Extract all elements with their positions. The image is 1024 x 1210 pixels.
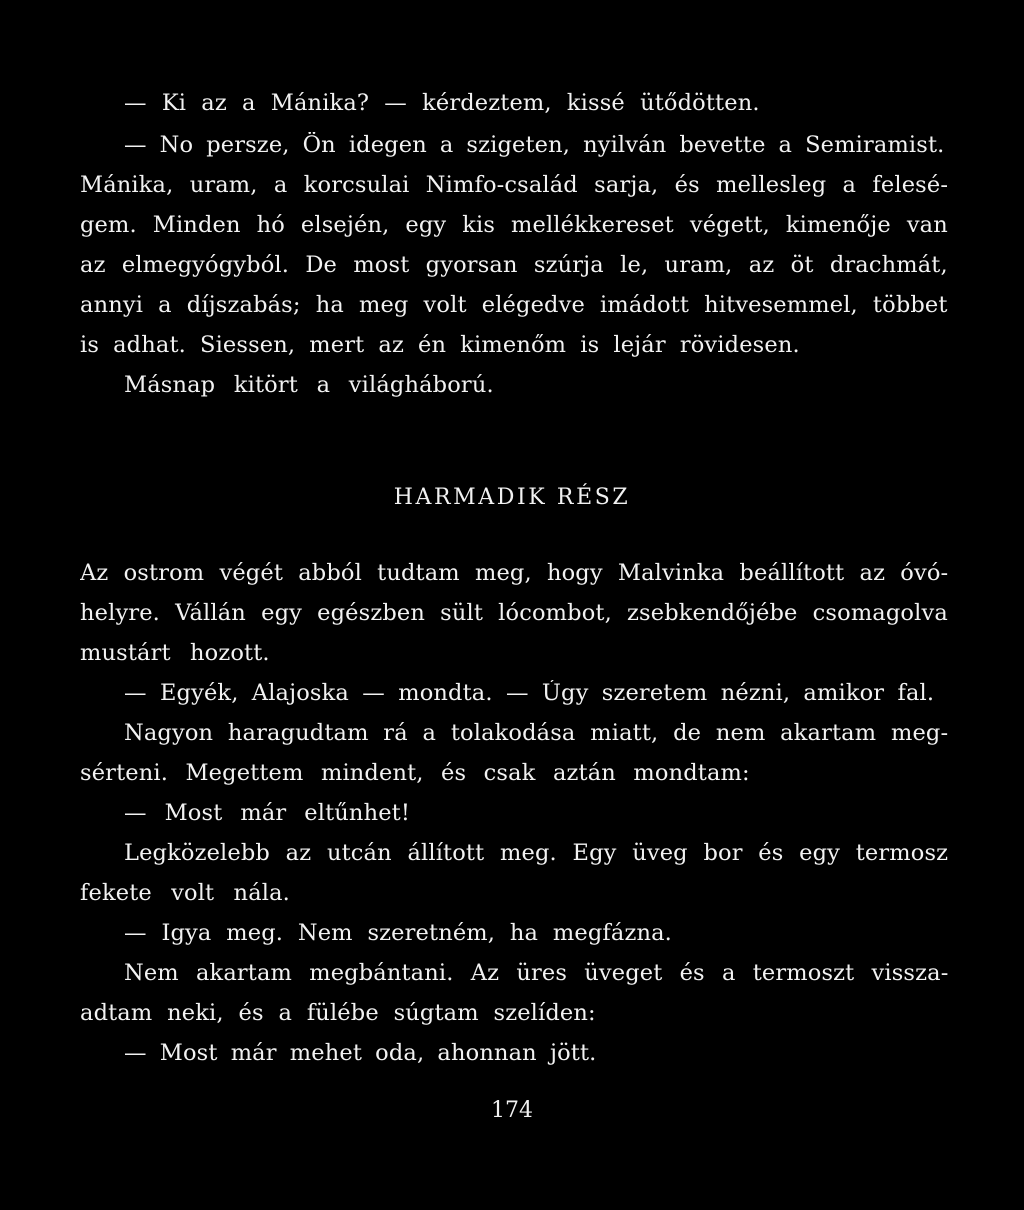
text-line: helyre. Vállán egy egészben sült lócombot, zsebkendőjébe csomagolva <box>80 600 948 626</box>
text-line: Másnap kitört a világháború. <box>124 372 494 398</box>
text-line: — Most már eltűnhet! <box>124 800 410 826</box>
text-line: — Egyék, Alajoska — mondta. — Úgy szeretem nézni, amikor fal. <box>124 680 934 706</box>
text-line: — Ki az a Mánika? — kérdeztem, kissé ütődötten. <box>124 90 760 116</box>
text-line: adtam neki, és a fülébe súgtam szelíden: <box>80 1000 596 1026</box>
text-line: is adhat. Siessen, mert az én kimenőm is lejár rövidesen. <box>80 332 800 358</box>
page-number: 174 <box>491 1098 533 1123</box>
text-line: mustárt hozott. <box>80 640 270 666</box>
section-heading: HARMADIK RÉSZ <box>393 485 631 510</box>
text-line: Nem akartam megbántani. Az üres üveget és a termoszt vissza- <box>124 960 948 986</box>
text-line: — Most már mehet oda, ahonnan jött. <box>124 1040 596 1066</box>
text-line: annyi a díjszabás; ha meg volt elégedve imádott hitvesemmel, többet <box>80 292 948 318</box>
text-line: sérteni. Megettem mindent, és csak aztán mondtam: <box>80 760 750 786</box>
text-line: — Igya meg. Nem szeretném, ha megfázna. <box>124 920 672 946</box>
text-line: Az ostrom végét abból tudtam meg, hogy Malvinka beállított az óvó- <box>80 560 948 586</box>
text-line: gem. Minden hó elsején, egy kis mellékkereset végett, kimenője van <box>80 212 948 238</box>
text-line: fekete volt nála. <box>80 880 290 906</box>
text-line: — No persze, Ön idegen a szigeten, nyilván bevette a Semiramist. <box>124 132 944 158</box>
text-line: Nagyon haragudtam rá a tolakodása miatt, de nem akartam meg- <box>124 720 948 746</box>
text-line: az elmegyógyból. De most gyorsan szúrja le, uram, az öt drachmát, <box>80 252 948 278</box>
text-line: Mánika, uram, a korcsulai Nimfo-család sarja, és mellesleg a felesé- <box>80 172 948 198</box>
text-line: Legközelebb az utcán állított meg. Egy üveg bor és egy termosz <box>124 840 948 866</box>
